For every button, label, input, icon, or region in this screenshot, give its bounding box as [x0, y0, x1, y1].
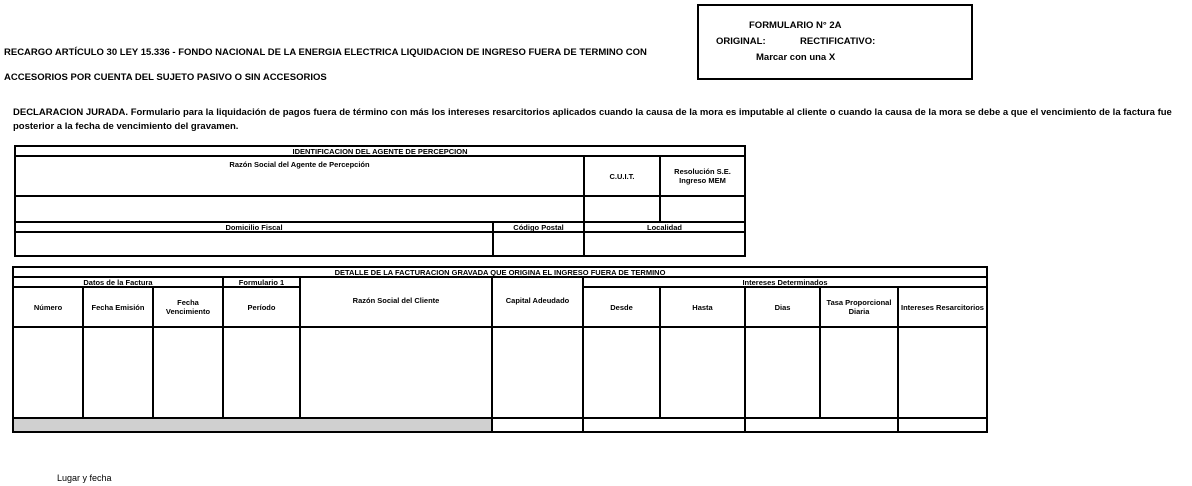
intereses-field[interactable] — [898, 327, 987, 418]
cuit-field[interactable] — [584, 196, 660, 222]
dias-field[interactable] — [745, 327, 820, 418]
postal-code-label: Código Postal — [493, 222, 584, 232]
col-numero: Número — [13, 287, 83, 327]
cuit-label: C.U.I.T. — [584, 156, 660, 196]
locality-label: Localidad — [584, 222, 745, 232]
title-line-1: RECARGO ARTÍCULO 30 LEY 15.336 - FONDO NACIONAL DE LA ENERGIA ELECTRICA LIQUIDACION DE INGRESO FUERA DE TERMINO CON — [4, 47, 647, 58]
agent-table-header: IDENTIFICACION DEL AGENTE DE PERCEPCION — [15, 146, 745, 156]
fecha-vencimiento-field[interactable] — [153, 327, 223, 418]
agent-name-label: Razón Social del Agente de Percepción — [15, 156, 584, 196]
capital-field[interactable] — [492, 327, 583, 418]
col-periodo: Período — [223, 287, 300, 327]
col-capital: Capital Adeudado — [492, 277, 583, 327]
fiscal-address-field[interactable] — [15, 232, 493, 256]
razon-cliente-field[interactable] — [300, 327, 492, 418]
agent-name-field[interactable] — [15, 196, 584, 222]
resolution-field[interactable] — [660, 196, 745, 222]
tasa-field[interactable] — [820, 327, 898, 418]
capital-total-field[interactable] — [492, 418, 583, 432]
interest-group: Intereses Determinados — [583, 277, 987, 287]
col-tasa: Tasa Proporcional Diaria — [820, 287, 898, 327]
invoice-data-group: Datos de la Factura — [13, 277, 223, 287]
col-fecha-emision: Fecha Emisión — [83, 287, 153, 327]
form-number-box — [697, 4, 973, 80]
numero-field[interactable] — [13, 327, 83, 418]
declaration-text: DECLARACION JURADA. Formulario para la liquidación de pagos fuera de término con más los intereses resarcitorios aplicados cuando la causa de la mora es imputable al cliente o cuando la causa de la mora se debe a que el vencimiento de la factura fue posterior a la fecha de vencimiento del gravamen. — [13, 107, 1172, 132]
rectificativo-label: RECTIFICATIVO: — [800, 36, 876, 47]
period-total-field[interactable] — [583, 418, 745, 432]
place-date-label: Lugar y fecha — [57, 473, 112, 483]
mark-instruction: Marcar con una X — [756, 52, 836, 63]
col-hasta: Hasta — [660, 287, 745, 327]
postal-code-field[interactable] — [493, 232, 584, 256]
desde-field[interactable] — [583, 327, 660, 418]
locality-field[interactable] — [584, 232, 745, 256]
totals-shaded-area — [13, 418, 492, 432]
form1-group: Formulario 1 — [223, 277, 300, 287]
col-intereses: Intereses Resarcitorios — [898, 287, 987, 327]
original-label: ORIGINAL: — [716, 36, 766, 47]
rate-total-field[interactable] — [745, 418, 898, 432]
col-razon-cliente: Razón Social del Cliente — [300, 277, 492, 327]
resolution-label: Resolución S.E. Ingreso MEM — [660, 156, 745, 196]
col-dias: Dias — [745, 287, 820, 327]
title-line-2: ACCESORIOS POR CUENTA DEL SUJETO PASIVO O SIN ACCESORIOS — [4, 72, 327, 83]
periodo-field[interactable] — [223, 327, 300, 418]
fiscal-address-label: Domicilio Fiscal — [15, 222, 493, 232]
fecha-emision-field[interactable] — [83, 327, 153, 418]
interest-total-field[interactable] — [898, 418, 987, 432]
hasta-field[interactable] — [660, 327, 745, 418]
col-desde: Desde — [583, 287, 660, 327]
col-fecha-vencimiento: Fecha Vencimiento — [153, 287, 223, 327]
form-number: FORMULARIO N° 2A — [749, 20, 842, 31]
detail-table-header: DETALLE DE LA FACTURACION GRAVADA QUE ORIGINA EL INGRESO FUERA DE TERMINO — [13, 267, 987, 277]
